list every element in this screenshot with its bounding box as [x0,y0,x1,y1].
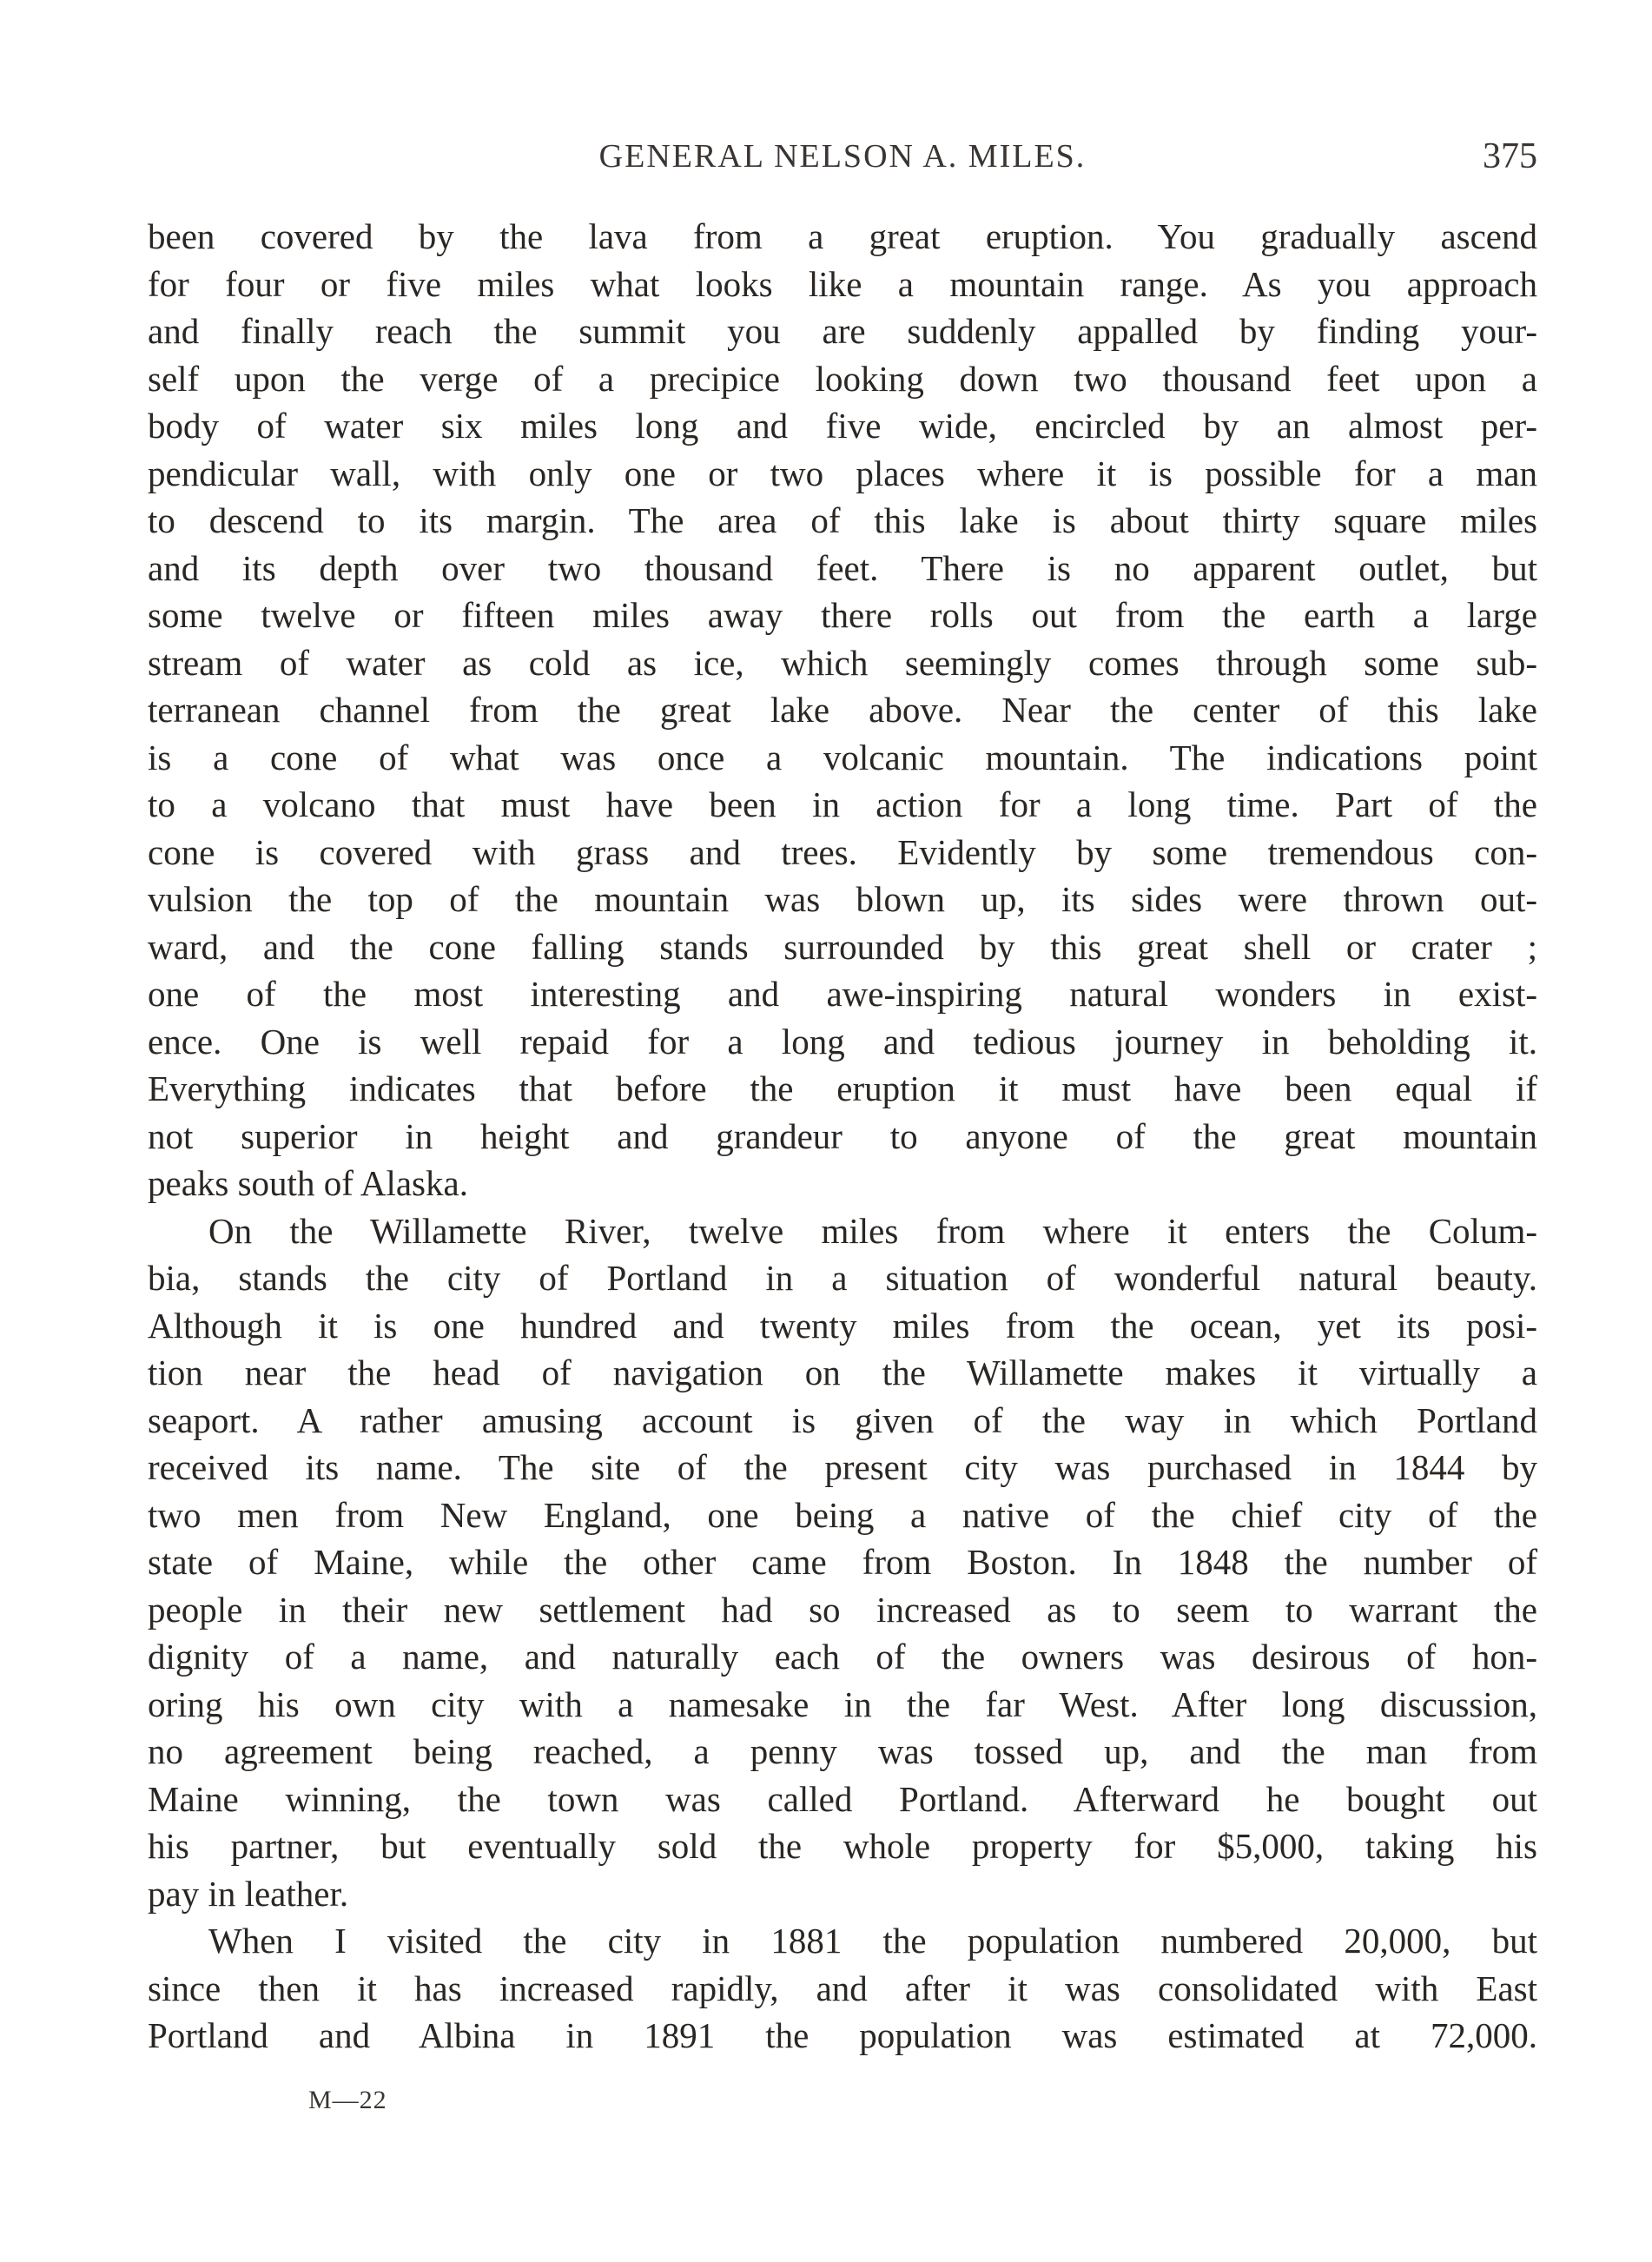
text-line: pendicular wall, with only one or two places where it is possible for a man [148,453,1537,493]
text-line: seaport. A rather amusing account is given of the way in which Portland [148,1399,1537,1440]
text-line: self upon the verge of a precipice looking down two thousand feet upon a [148,358,1537,399]
body-text [148,213,1537,2060]
running-title: GENERAL NELSON A. MILES. [598,138,1087,175]
text-line: to descend to its margin. The area of this lake is about thirty square miles [148,500,1537,540]
text-line: vulsion the top of the mountain was blown up, its sides were thrown out- [148,879,1537,919]
text-line: and its depth over two thousand feet. There is no apparent outlet, but [148,547,1537,588]
text-line: Everything indicates that before the eruption it must have been equal if [148,1068,1537,1108]
paragraph-end-line: peaks south of Alaska. [148,1163,468,1203]
text-line: Although it is one hundred and twenty miles from the ocean, yet its posi- [148,1305,1537,1346]
text-line: stream of water as cold as ice, which seemingly comes through some sub- [148,642,1537,683]
text-line: two men from New England, one being a native of the chief city of the [148,1494,1537,1535]
text-line: dignity of a name, and naturally each of the owners was desirous of hon- [148,1637,1537,1677]
signature-mark: M—22 [308,2086,387,2114]
text-line: ward, and the cone falling stands surrounded by this great shell or crater ; [148,926,1537,967]
text-line: some twelve or fifteen miles away there rolls out from the earth a large [148,595,1537,635]
text-line: tion near the head of navigation on the Willamette makes it virtually a [148,1353,1537,1392]
text-line: cone is covered with grass and trees. Evidently by some tremendous con- [148,831,1537,872]
text-line: for four or five miles what looks like a mountain range. As you approach [148,263,1537,304]
text-line: his partner, but eventually sold the whole property for $5,000, taking his [148,1826,1537,1866]
text-line: one of the most interesting and awe-inspiring natural wonders in exist- [148,974,1537,1014]
text-line: ence. One is well repaid for a long and tedious journey in beholding it. [148,1021,1537,1062]
paragraph-start-line: On the Willamette River, twelve miles from where it enters the Colum- [208,1210,1537,1251]
text-line: Maine winning, the town was called Portland. Afterward he bought out [148,1778,1537,1819]
text-line: state of Maine, while the other came from Boston. In 1848 the number of [148,1542,1537,1582]
text-line: Portland and Albina in 1891 the population was estimated at 72,000. [148,2015,1537,2055]
paragraph-start-line: When I visited the city in 1881 the population numbered 20,000, but [208,1921,1537,1961]
text-line: and finally reach the summit you are suddenly appalled by finding your- [148,311,1537,351]
text-line: been covered by the lava from a great eruption. You gradually ascend [148,216,1537,256]
text-line: people in their new settlement had so increased as to seem to warrant the [148,1589,1537,1630]
text-line: since then it has increased rapidly, and after it was consolidated with East [148,1968,1537,2008]
text-line: no agreement being reached, a penny was tossed up, and the man from [148,1731,1537,1771]
paragraph-end-line: pay in leather. [148,1873,349,1914]
text-line: bia, stands the city of Portland in a situation of wonderful natural beauty. [148,1258,1537,1298]
text-line: to a volcano that must have been in action for a long time. Part of the [148,784,1537,824]
text-line: not superior in height and grandeur to anyone of the great mountain [148,1115,1537,1156]
text-line: terranean channel from the great lake above. Near the center of this lake [148,690,1537,730]
text-line: oring his own city with a namesake in the far West. After long discussion, [148,1683,1537,1724]
running-head [148,130,1537,182]
page-number: 375 [1483,136,1537,176]
text-line: body of water six miles long and five wide, encircled by an almost per- [148,406,1537,446]
text-line: is a cone of what was once a volcanic mountain. The indications point [148,737,1537,777]
text-line: received its name. The site of the present city was purchased in 1844 by [148,1447,1537,1487]
